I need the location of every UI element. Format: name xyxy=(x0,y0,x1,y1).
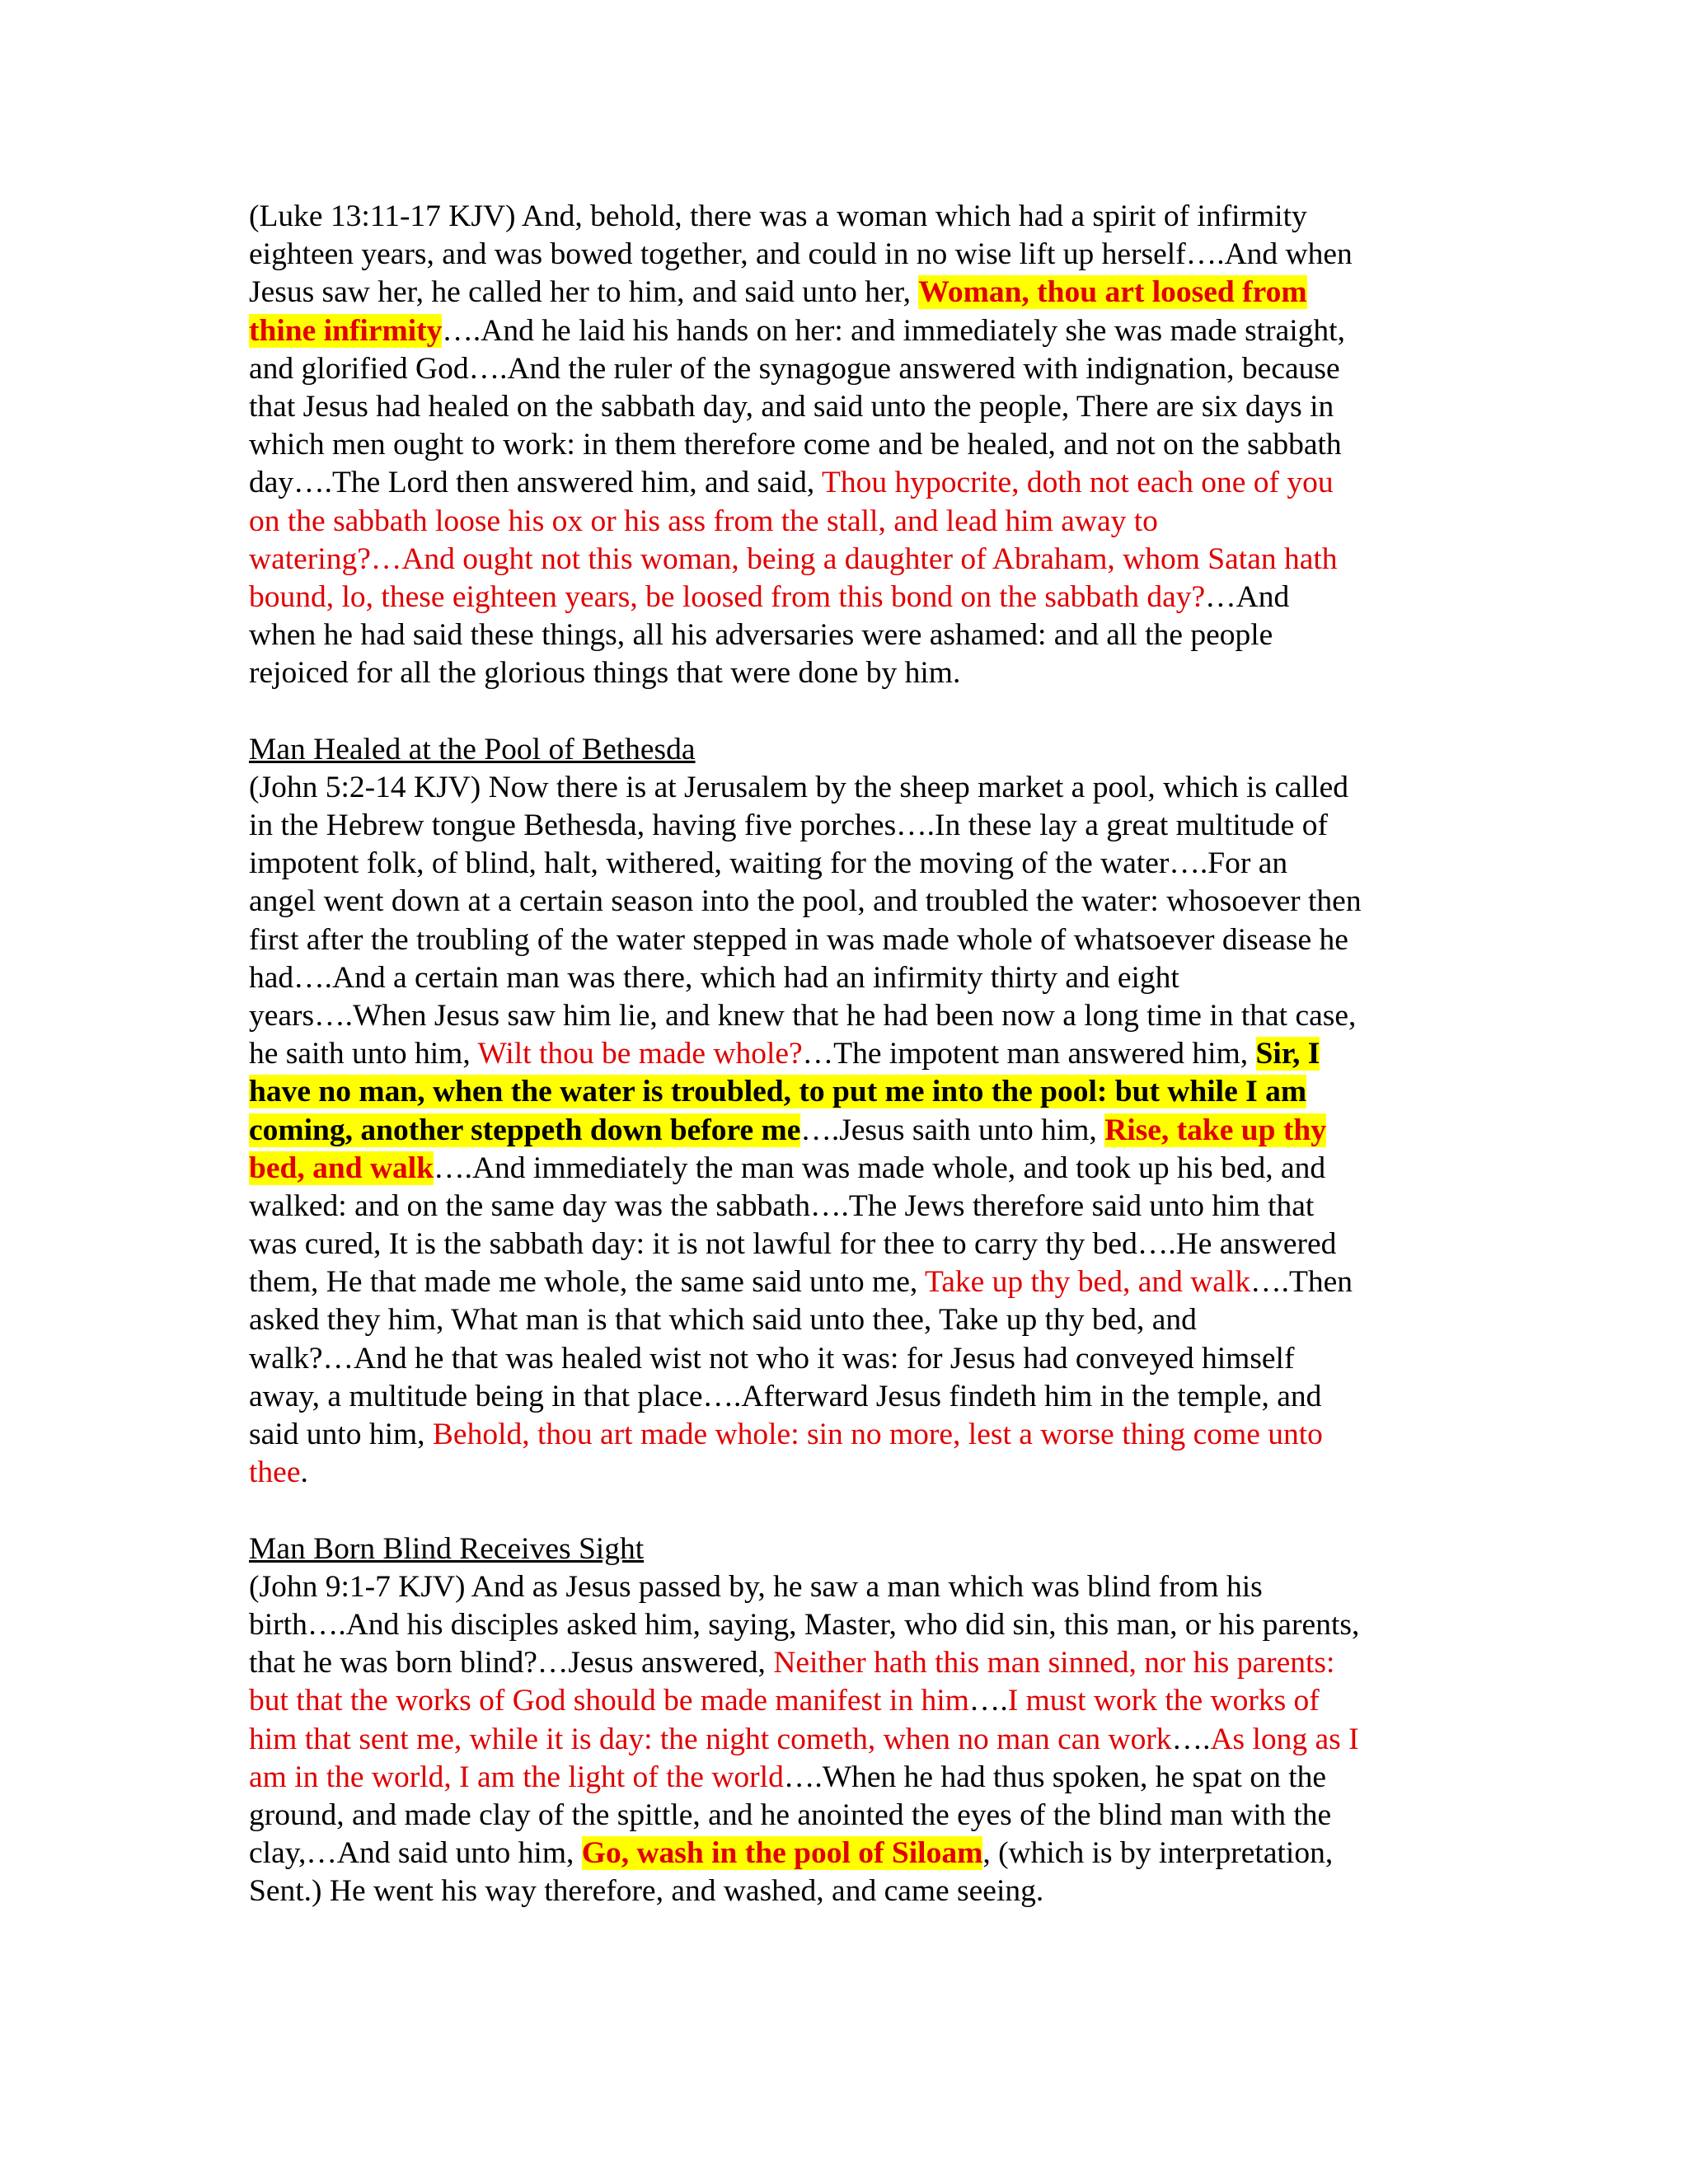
text-line xyxy=(249,1226,1452,1263)
red-letter-text: Behold, thou art made whole: sin no more, lest a worse thing come unto xyxy=(432,1418,1323,1451)
text-line xyxy=(249,1035,1452,1073)
red-letter-text: but that the works of God should be made manifest in him xyxy=(249,1684,969,1718)
text-line xyxy=(249,198,1452,236)
text-run: asked they him, What man is that which said unto thee, Take up thy bed, and xyxy=(249,1303,1197,1338)
text-run: Jesus saw her, he called her to him, and said unto her, xyxy=(249,275,919,310)
text-line xyxy=(249,807,1452,845)
highlighted-text: coming, another steppeth down before me xyxy=(249,1113,801,1147)
text-line xyxy=(249,1112,1452,1150)
red-letter-text: am in the world, I am the light of the world xyxy=(249,1760,784,1794)
text-run: them, He that made me whole, the same said unto me, xyxy=(249,1265,925,1300)
text-run: impotent folk, of blind, halt, withered, waiting for the moving of the water….For an xyxy=(249,846,1288,881)
text-line xyxy=(249,1263,1452,1301)
text-line xyxy=(249,1454,1452,1492)
text-line xyxy=(249,997,1452,1035)
text-line xyxy=(249,1644,1452,1682)
text-line xyxy=(249,426,1452,464)
text-line xyxy=(249,1606,1452,1644)
text-line xyxy=(249,1416,1452,1454)
text-run: …The impotent man answered him, xyxy=(802,1037,1256,1071)
text-run: …. xyxy=(1171,1722,1211,1756)
text-run: , (which is by interpretation, xyxy=(982,1836,1334,1871)
text-run: (John 9:1-7 KJV) And as Jesus passed by, he saw a man which was blind from his xyxy=(249,1569,1263,1604)
text-run: angel went down at a certain season into the pool, and troubled the water: whosoever then xyxy=(249,884,1362,919)
text-run: birth….And his disciples asked him, saying, Master, who did sin, this man, or his parents, xyxy=(249,1607,1360,1642)
text-run: . xyxy=(300,1455,308,1490)
red-letter-text: watering?…And ought not this woman, being a daughter of Abraham, whom Satan hath xyxy=(249,541,1338,576)
text-run: walked: and on the same day was the sabbath….The Jews therefore said unto him that xyxy=(249,1188,1315,1223)
text-line xyxy=(249,959,1452,997)
text-line xyxy=(249,579,1452,616)
text-run: which men ought to work: in them therefore come and be healed, and not on the sabbath xyxy=(249,428,1342,462)
text-line xyxy=(249,541,1452,579)
paragraph-gap xyxy=(249,692,1452,730)
text-run: walk?…And he that was healed wist not who it was: for Jesus had conveyed himself xyxy=(249,1341,1295,1376)
text-line xyxy=(249,883,1452,921)
text-line xyxy=(249,1759,1452,1797)
text-line xyxy=(249,1150,1452,1188)
text-line xyxy=(249,312,1452,350)
paragraph-gap xyxy=(249,1492,1452,1530)
text-line xyxy=(249,236,1452,274)
text-line xyxy=(249,350,1452,388)
text-run: ….When he had thus spoken, he spat on the xyxy=(783,1760,1327,1794)
text-run: was cured, It is the sabbath day: it is not lawful for thee to carry thy bed….He answered xyxy=(249,1227,1337,1262)
highlighted-red-text: thine infirmity xyxy=(249,313,443,348)
section-heading-line xyxy=(249,1530,1452,1568)
text-line xyxy=(249,1797,1452,1835)
text-run: eighteen years, and was bowed together, and could in no wise lift up herself….And when xyxy=(249,237,1353,272)
text-run: (Luke 13:11-17 KJV) And, behold, there was a woman which had a spirit of infirmity xyxy=(249,199,1307,233)
text-line xyxy=(249,845,1452,883)
red-letter-text: Take up thy bed, and walk xyxy=(924,1265,1251,1300)
text-run: clay,…And said unto him, xyxy=(249,1836,582,1871)
text-line xyxy=(249,388,1452,426)
text-line xyxy=(249,464,1452,502)
text-run: day….The Lord then answered him, and said, xyxy=(249,466,822,500)
red-letter-text: Neither hath this man sinned, nor his parents: xyxy=(773,1646,1335,1680)
highlighted-text: Sir, I xyxy=(1255,1037,1320,1071)
document-page xyxy=(249,198,1452,1910)
text-run: ….Jesus saith unto him, xyxy=(800,1113,1105,1147)
scripture-section xyxy=(249,198,1452,692)
text-line xyxy=(249,1835,1452,1872)
text-line xyxy=(249,274,1452,312)
text-run: he saith unto him, xyxy=(249,1037,478,1071)
highlighted-text: have no man, when the water is troubled, to put me into the pool: but while I am xyxy=(249,1075,1307,1109)
text-line xyxy=(249,654,1452,692)
red-letter-text: Wilt thou be made whole? xyxy=(477,1037,803,1071)
red-letter-text: As long as I xyxy=(1210,1722,1359,1756)
highlighted-red-text: Go, wash in the pool of Siloam xyxy=(581,1836,983,1871)
text-run: …And xyxy=(1205,579,1290,614)
text-run: rejoiced for all the glorious things that were done by him. xyxy=(249,656,961,691)
text-line xyxy=(249,1340,1452,1378)
highlighted-red-text: Woman, thou art loosed from xyxy=(918,275,1307,310)
text-run: and glorified God….And the ruler of the synagogue answered with indignation, because xyxy=(249,351,1340,386)
text-line xyxy=(249,616,1452,654)
text-line xyxy=(249,1188,1452,1226)
red-letter-text: bound, lo, these eighteen years, be loosed from this bond on the sabbath day? xyxy=(249,579,1206,614)
text-run: ….And he laid his hands on her: and immediately she was made straight, xyxy=(442,313,1345,348)
text-line xyxy=(249,1682,1452,1720)
red-letter-text: I must work the works of xyxy=(1007,1684,1320,1718)
highlighted-red-text: Rise, take up thy xyxy=(1104,1113,1326,1147)
section-heading: Man Born Blind Receives Sight xyxy=(249,1531,645,1566)
text-line xyxy=(249,1872,1452,1910)
text-run: (John 5:2-14 KJV) Now there is at Jerusalem by the sheep market a pool, which is called xyxy=(249,770,1349,804)
text-run: ….Then xyxy=(1250,1265,1353,1300)
red-letter-text: thee xyxy=(249,1455,301,1490)
red-letter-text: on the sabbath loose his ox or his ass from the stall, and lead him away to xyxy=(249,504,1158,538)
text-line xyxy=(249,1721,1452,1759)
text-line xyxy=(249,503,1452,541)
text-run: first after the troubling of the water stepped in was made whole of whatsoever disease he xyxy=(249,922,1348,957)
text-run: that Jesus had healed on the sabbath day, and said unto the people, There are six days in xyxy=(249,389,1334,424)
text-line xyxy=(249,921,1452,959)
text-run: said unto him, xyxy=(249,1418,433,1451)
text-run: …. xyxy=(968,1684,1008,1718)
text-run: away, a multitude being in that place….Afterward Jesus findeth him in the temple, and xyxy=(249,1379,1322,1413)
text-line xyxy=(249,1073,1452,1111)
text-run: had….And a certain man was there, which had an infirmity thirty and eight xyxy=(249,960,1179,995)
scripture-section xyxy=(249,1530,1452,1911)
red-letter-text: Thou hypocrite, doth not each one of you xyxy=(821,466,1334,500)
text-run: Sent.) He went his way therefore, and washed, and came seeing. xyxy=(249,1874,1044,1909)
highlighted-red-text: bed, and walk xyxy=(249,1151,434,1185)
red-letter-text: him that sent me, while it is day: the night cometh, when no man can work xyxy=(249,1722,1172,1756)
text-run: ground, and made clay of the spittle, and he anointed the eyes of the blind man with the xyxy=(249,1797,1332,1832)
text-line xyxy=(249,1568,1452,1606)
text-run: in the Hebrew tongue Bethesda, having five porches….In these lay a great multitude of xyxy=(249,808,1328,842)
text-run: years….When Jesus saw him lie, and knew that he had been now a long time in that case, xyxy=(249,998,1357,1033)
text-run: ….And immediately the man was made whole, and took up his bed, and xyxy=(434,1151,1326,1185)
scripture-section xyxy=(249,731,1452,1493)
section-heading: Man Healed at the Pool of Bethesda xyxy=(249,732,696,766)
text-run: that he was born blind?…Jesus answered, xyxy=(249,1646,774,1680)
section-heading-line xyxy=(249,731,1452,769)
text-line xyxy=(249,769,1452,807)
text-line xyxy=(249,1301,1452,1339)
text-line xyxy=(249,1378,1452,1416)
text-run: when he had said these things, all his adversaries were ashamed: and all the people xyxy=(249,618,1273,653)
